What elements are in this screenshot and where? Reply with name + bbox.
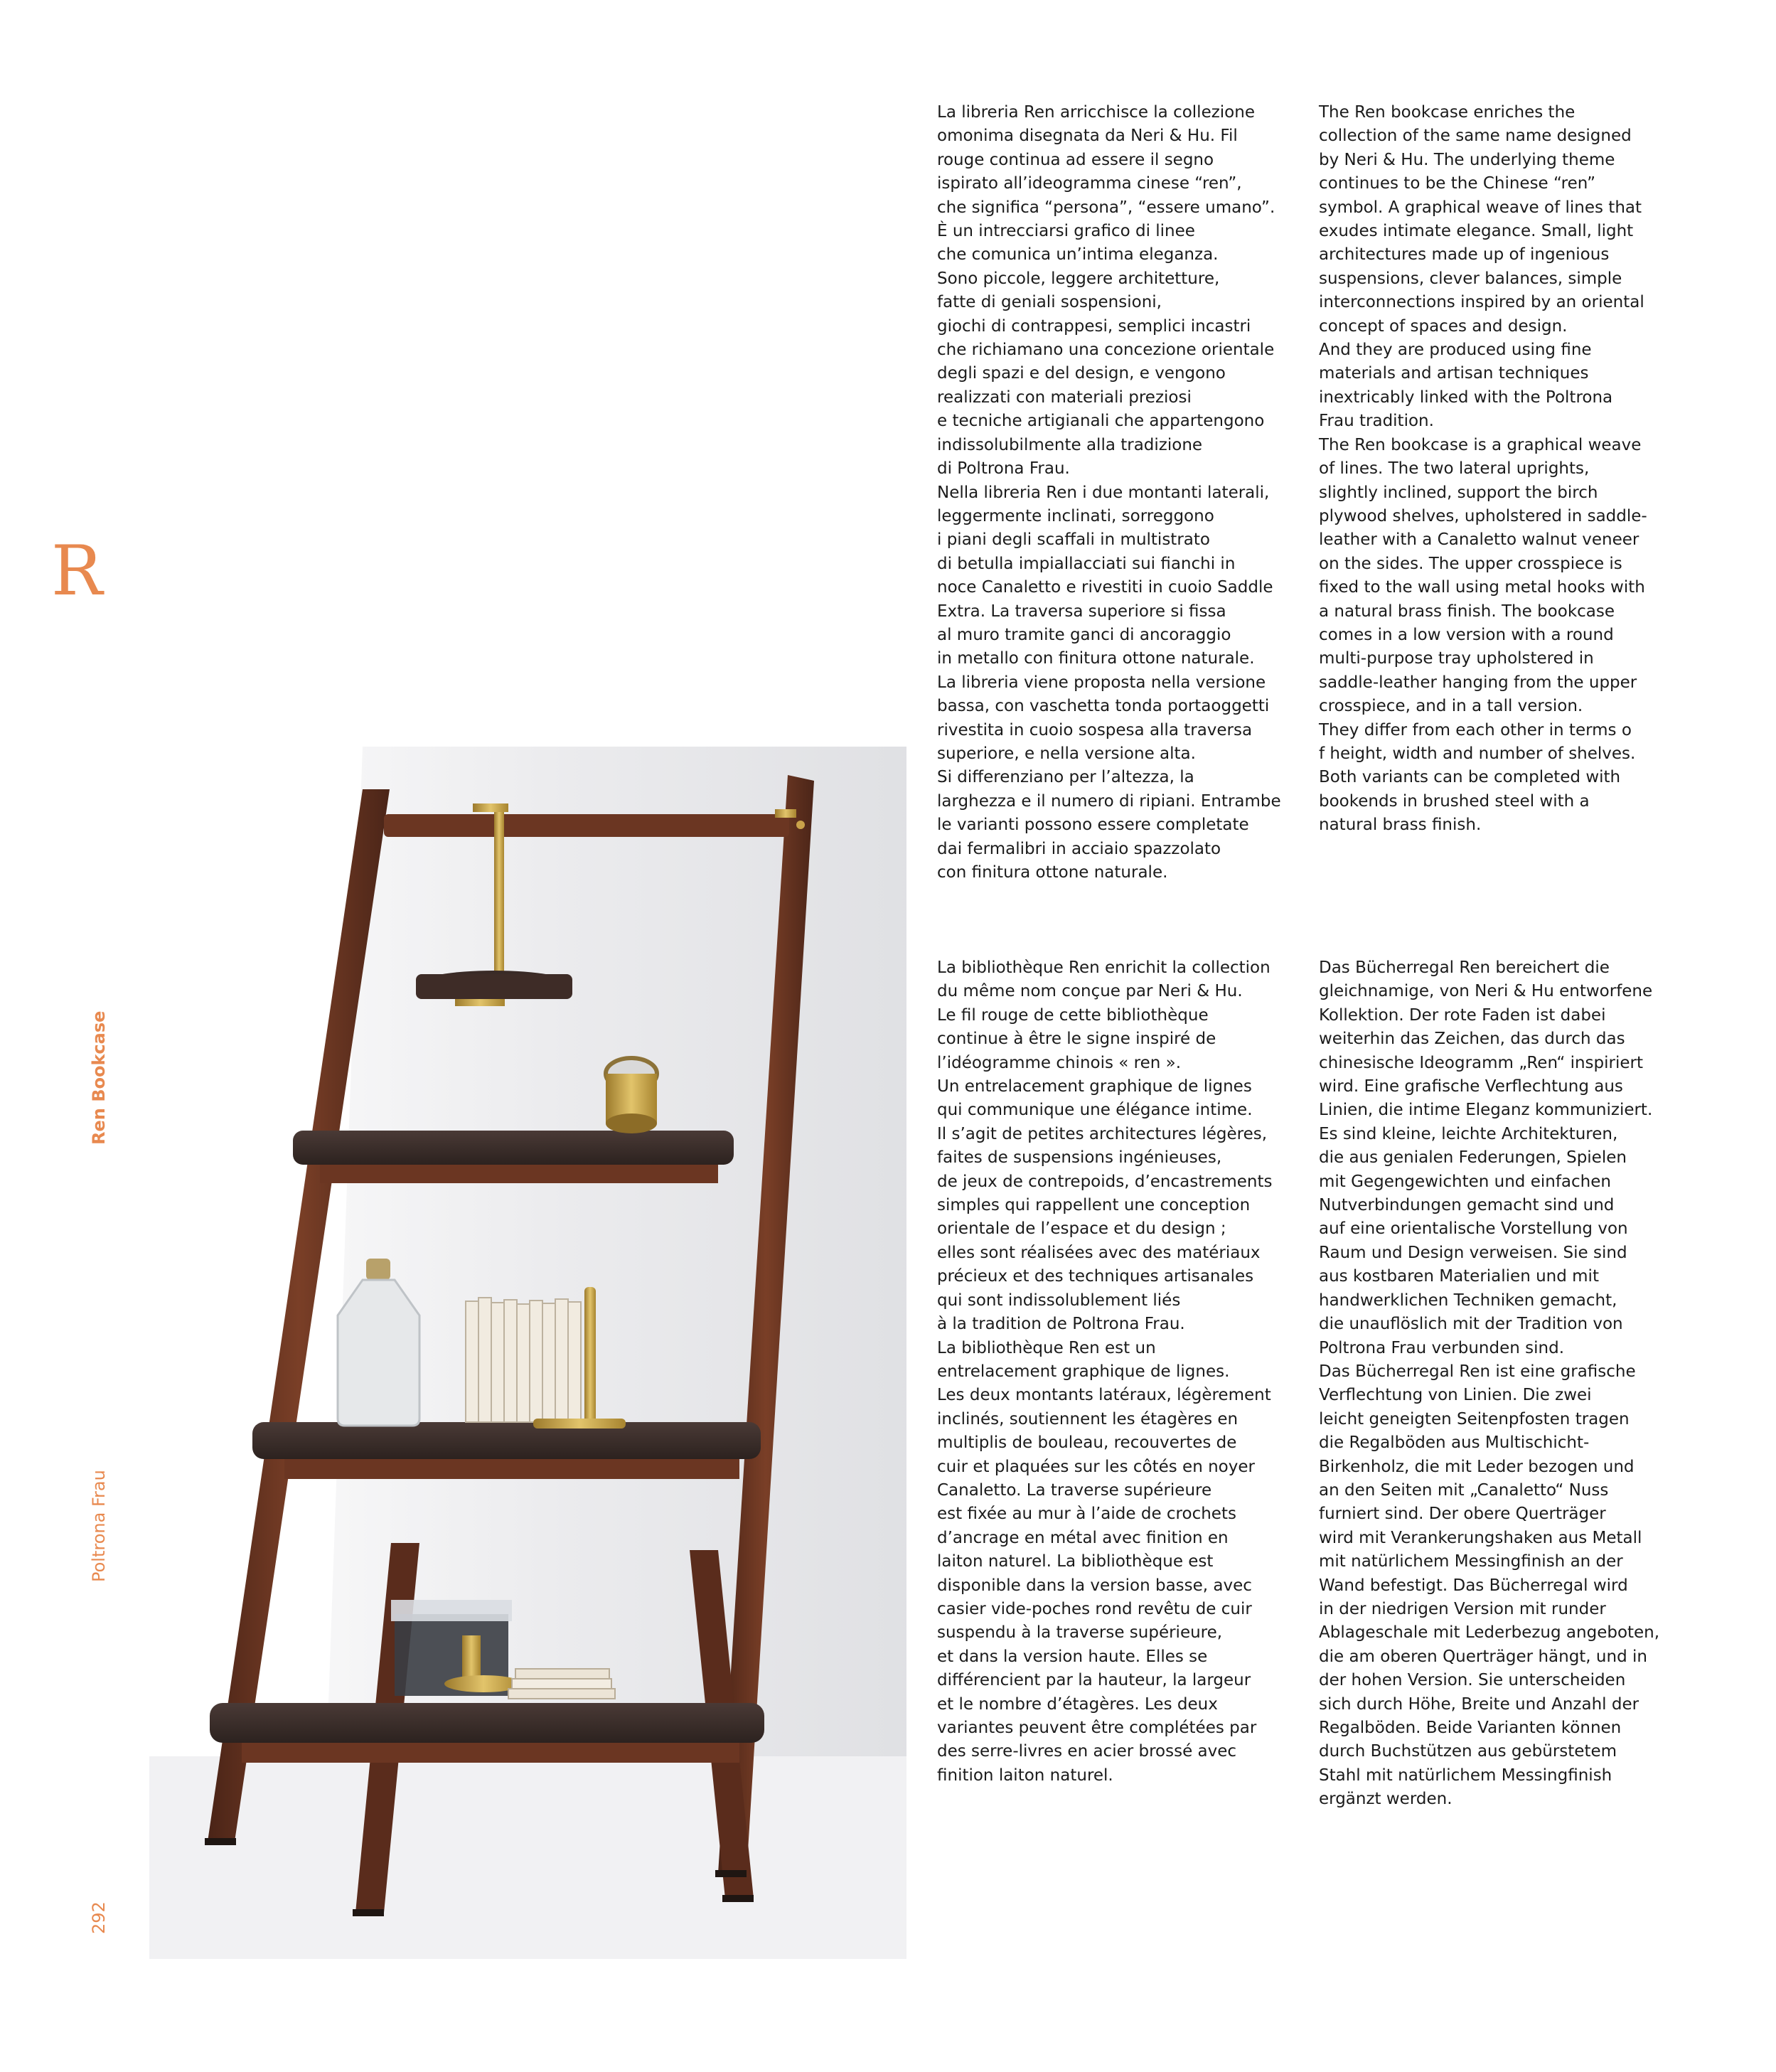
text-line: furniert sind. Der obere Querträger — [1319, 1505, 1606, 1524]
text-line: And they are produced using fine — [1319, 341, 1592, 360]
text-line: des serre-livres en acier brossé avec — [937, 1742, 1237, 1761]
french-text-column — [937, 956, 1293, 1788]
bookcase-photo — [149, 747, 906, 1959]
text-line: Verflechtung von Linien. Die zwei — [1319, 1386, 1592, 1405]
text-line: che comunica un’intima eleganza. — [937, 245, 1219, 265]
text-line: an den Seiten mit „Canaletto“ Nuss — [1319, 1480, 1609, 1500]
text-line: collection of the same name designed — [1319, 127, 1632, 146]
text-line: Kollektion. Der rote Faden ist dabei — [1319, 1005, 1606, 1025]
english-text-column — [1319, 101, 1674, 838]
text-line: inclinés, soutiennent les étagères en — [937, 1409, 1239, 1428]
text-line: est fixée au mur à l’aide de crochets — [937, 1505, 1236, 1524]
text-line: qui communique une élégance intime. — [937, 1101, 1253, 1120]
text-line: entrelacement graphique de lignes. — [937, 1362, 1230, 1381]
text-line: multiplis de bouleau, recouvertes de — [937, 1433, 1237, 1453]
text-line: Les deux montants latéraux, légèrement — [937, 1386, 1271, 1405]
text-line: wird. Eine grafische Verflechtung aus — [1319, 1077, 1623, 1096]
text-line: Poltrona Frau verbunden sind. — [1319, 1338, 1564, 1357]
text-line: f height, width and number of shelves. — [1319, 744, 1636, 763]
text-line: concept of spaces and design. — [1319, 316, 1568, 336]
text-line: Das Bücherregal Ren bereichert die — [1319, 958, 1610, 977]
text-line: noce Canaletto e rivestiti in cuoio Saddle — [937, 578, 1273, 597]
text-line: Si differenziano per l’altezza, la — [937, 768, 1194, 787]
text-line: et le nombre d’étagères. Les deux — [937, 1694, 1218, 1714]
text-line: leather with a Canaletto walnut veneer — [1319, 530, 1639, 550]
text-line: mit natürlichem Messingfinish an der — [1319, 1552, 1623, 1571]
text-line: faites de suspensions ingénieuses, — [937, 1148, 1222, 1168]
text-line: in der niedrigen Version mit runder — [1319, 1599, 1606, 1618]
text-line: elles sont réalisées avec des matériaux — [937, 1243, 1261, 1262]
brand-side-label: Poltrona Frau — [89, 1470, 109, 1582]
text-line: Nella libreria Ren i due montanti laterali, — [937, 483, 1270, 502]
text-line: symbol. A graphical weave of lines that — [1319, 198, 1642, 217]
bookcase-photo-icon — [149, 747, 906, 1959]
text-line: saddle-leather hanging from the upper — [1319, 673, 1637, 692]
text-line: cuir et plaquées sur les côtés en noyer — [937, 1457, 1255, 1476]
text-line: che significa “persona”, “essere umano”. — [937, 198, 1275, 217]
text-line: qui sont indissolublement liés — [937, 1291, 1181, 1310]
text-line: a natural brass finish. The bookcase — [1319, 602, 1615, 621]
text-line: La bibliothèque Ren est un — [937, 1338, 1156, 1357]
text-line: orientale de l’espace et du design ; — [937, 1219, 1226, 1239]
text-line: Nutverbindungen gemacht sind und — [1319, 1196, 1615, 1215]
text-line: crosspiece, and in a tall version. — [1319, 697, 1583, 716]
page-number: 292 — [89, 1901, 109, 1934]
text-line: finition laiton naturel. — [937, 1766, 1113, 1785]
text-line: Frau tradition. — [1319, 412, 1434, 431]
text-line: handwerklichen Techniken gemacht, — [1319, 1291, 1617, 1310]
section-letter: R — [51, 531, 103, 611]
text-line: laiton naturel. La bibliothèque est — [937, 1552, 1214, 1571]
text-line: auf eine orientalische Vorstellung von — [1319, 1219, 1628, 1239]
text-line: suspendu à la traverse supérieure, — [937, 1623, 1223, 1643]
text-line: leicht geneigten Seitenpfosten tragen — [1319, 1409, 1630, 1428]
text-line: die am oberen Querträger hängt, und in — [1319, 1647, 1647, 1666]
text-line: précieux et des techniques artisanales — [937, 1267, 1254, 1286]
text-line: exudes intimate elegance. Small, light — [1319, 222, 1634, 241]
text-line: superiore, e nella versione alta. — [937, 744, 1196, 763]
text-line: multi-purpose tray upholstered in — [1319, 649, 1594, 668]
text-line: realizzati con materiali preziosi — [937, 388, 1192, 407]
text-line: Extra. La traversa superiore si fissa — [937, 602, 1226, 621]
text-line: architectures made up of ingenious — [1319, 245, 1610, 265]
text-line: gleichnamige, von Neri & Hu entworfene — [1319, 982, 1653, 1001]
italian-text-column — [937, 101, 1293, 885]
text-line: Un entrelacement graphique de lignes — [937, 1077, 1252, 1096]
text-line: plywood shelves, upholstered in saddle- — [1319, 506, 1647, 525]
text-line: The Ren bookcase enriches the — [1319, 103, 1576, 122]
text-line: È un intrecciarsi grafico di linee — [937, 222, 1195, 241]
text-line: die unauflöslich mit der Tradition von — [1319, 1315, 1623, 1334]
text-line: indissolubilmente alla tradizione — [937, 435, 1203, 454]
text-line: by Neri & Hu. The underlying theme — [1319, 150, 1615, 169]
text-line: ispirato all’ideogramma cinese “ren”, — [937, 174, 1242, 193]
text-line: La bibliothèque Ren enrichit la collection — [937, 958, 1271, 977]
text-line: slightly inclined, support the birch — [1319, 483, 1598, 502]
text-line: simples qui rappellent une conception — [937, 1196, 1251, 1215]
text-line: à la tradition de Poltrona Frau. — [937, 1315, 1185, 1334]
text-line: Le fil rouge de cette bibliothèque — [937, 1005, 1209, 1025]
text-line: They differ from each other in terms o — [1319, 720, 1632, 739]
text-line: degli spazi e del design, e vengono — [937, 364, 1226, 383]
text-line: disponible dans la version basse, avec — [937, 1576, 1252, 1595]
german-text-column — [1319, 956, 1674, 1812]
text-line: leggermente inclinati, sorreggono — [937, 506, 1214, 525]
text-line: variantes peuvent être complétées par — [937, 1719, 1257, 1737]
text-line: in metallo con finitura ottone naturale. — [937, 649, 1255, 668]
text-line: La libreria viene proposta nella versione — [937, 673, 1266, 692]
text-line: bassa, con vaschetta tonda portaoggetti — [937, 697, 1270, 716]
text-line: rivestita in cuoio sospesa alla traversa — [937, 720, 1253, 739]
text-line: Stahl mit natürlichem Messingfinish — [1319, 1766, 1612, 1785]
text-line: fatte di geniali sospensioni, — [937, 293, 1162, 312]
text-line: bookends in brushed steel with a — [1319, 791, 1590, 811]
text-line: ergänzt werden. — [1319, 1790, 1453, 1809]
text-line: Raum und Design verweisen. Sie sind — [1319, 1243, 1627, 1262]
text-line: Linien, die intime Eleganz kommuniziert. — [1319, 1101, 1653, 1120]
text-line: of lines. The two lateral uprights, — [1319, 459, 1590, 479]
text-line: interconnections inspired by an oriental — [1319, 293, 1644, 312]
text-line: larghezza e il numero di ripiani. Entrambe — [937, 791, 1281, 811]
text-line: de jeux de contrepoids, d’encastrements — [937, 1172, 1273, 1191]
text-line: wird mit Verankerungshaken aus Metall — [1319, 1528, 1642, 1547]
text-line: The Ren bookcase is a graphical weave — [1319, 435, 1642, 454]
text-line: suspensions, clever balances, simple — [1319, 269, 1622, 288]
text-line: du même nom conçue par Neri & Hu. — [937, 982, 1243, 1001]
text-line: der hohen Version. Sie unterscheiden — [1319, 1671, 1626, 1690]
text-line: Es sind kleine, leichte Architekturen, — [1319, 1124, 1618, 1143]
text-line: Regalböden. Beide Varianten können — [1319, 1719, 1622, 1737]
text-line: omonima disegnata da Neri & Hu. Fil — [937, 127, 1238, 146]
text-line: on the sides. The upper crosspiece is — [1319, 554, 1622, 573]
text-line: La libreria Ren arricchisce la collezione — [937, 103, 1255, 122]
text-line: aus kostbaren Materialien und mit — [1319, 1267, 1599, 1286]
text-line: différencient par la hauteur, la largeur — [937, 1671, 1251, 1690]
text-line: chinesische Ideogramm „Ren“ inspiriert — [1319, 1053, 1643, 1072]
text-line: casier vide-poches rond revêtu de cuir — [937, 1599, 1252, 1618]
text-line: giochi di contrappesi, semplici incastri — [937, 316, 1251, 336]
text-line: Birkenholz, die mit Leder bezogen und — [1319, 1457, 1635, 1476]
text-line: d’ancrage en métal avec finition en — [937, 1528, 1229, 1547]
text-line: continues to be the Chinese “ren” — [1319, 174, 1596, 193]
text-line: sich durch Höhe, Breite und Anzahl der — [1319, 1694, 1639, 1714]
text-line: i piani degli scaffali in multistrato — [937, 530, 1210, 550]
text-line: comes in a low version with a round — [1319, 625, 1614, 644]
text-line: Ablageschale mit Lederbezug angeboten, — [1319, 1623, 1660, 1643]
text-line: inextricably linked with the Poltrona — [1319, 388, 1613, 407]
text-line: die Regalböden aus Multischicht- — [1319, 1433, 1590, 1453]
text-line: al muro tramite ganci di ancoraggio — [937, 625, 1231, 644]
text-line: natural brass finish. — [1319, 816, 1482, 835]
text-line: di Poltrona Frau. — [937, 459, 1070, 479]
text-line: weiterhin das Zeichen, das durch das — [1319, 1030, 1625, 1049]
text-line: die aus genialen Federungen, Spielen — [1319, 1148, 1627, 1168]
text-line: Wand befestigt. Das Bücherregal wird — [1319, 1576, 1628, 1595]
product-side-label: Ren Bookcase — [89, 1010, 109, 1145]
text-line: materials and artisan techniques — [1319, 364, 1589, 383]
text-line: Sono piccole, leggere architetture, — [937, 269, 1220, 288]
text-line: mit Gegengewichten und einfachen — [1319, 1172, 1611, 1191]
text-line: con finitura ottone naturale. — [937, 863, 1168, 882]
text-line: e tecniche artigianali che appartengono — [937, 412, 1265, 431]
text-line: dai fermalibri in acciaio spazzolato — [937, 839, 1221, 858]
text-line: di betulla impiallacciati sui fianchi in — [937, 554, 1236, 573]
text-line: durch Buchstützen aus gebürstetem — [1319, 1742, 1617, 1761]
text-line: continue à être le signe inspiré de — [937, 1030, 1216, 1049]
text-line: l’idéogramme chinois « ren ». — [937, 1053, 1182, 1072]
text-line: fixed to the wall using metal hooks with — [1319, 578, 1645, 597]
text-line: rouge continua ad essere il segno — [937, 150, 1214, 169]
text-line: le varianti possono essere completate — [937, 816, 1249, 835]
text-line: Both variants can be completed with — [1319, 768, 1621, 787]
text-line: et dans la version haute. Elles se — [937, 1647, 1208, 1666]
text-line: che richiamano una concezione orientale — [937, 341, 1275, 360]
text-line: Il s’agit de petites architectures légères, — [937, 1124, 1268, 1143]
text-line: Das Bücherregal Ren ist eine grafische — [1319, 1362, 1636, 1381]
text-line: Canaletto. La traverse supérieure — [937, 1480, 1212, 1500]
